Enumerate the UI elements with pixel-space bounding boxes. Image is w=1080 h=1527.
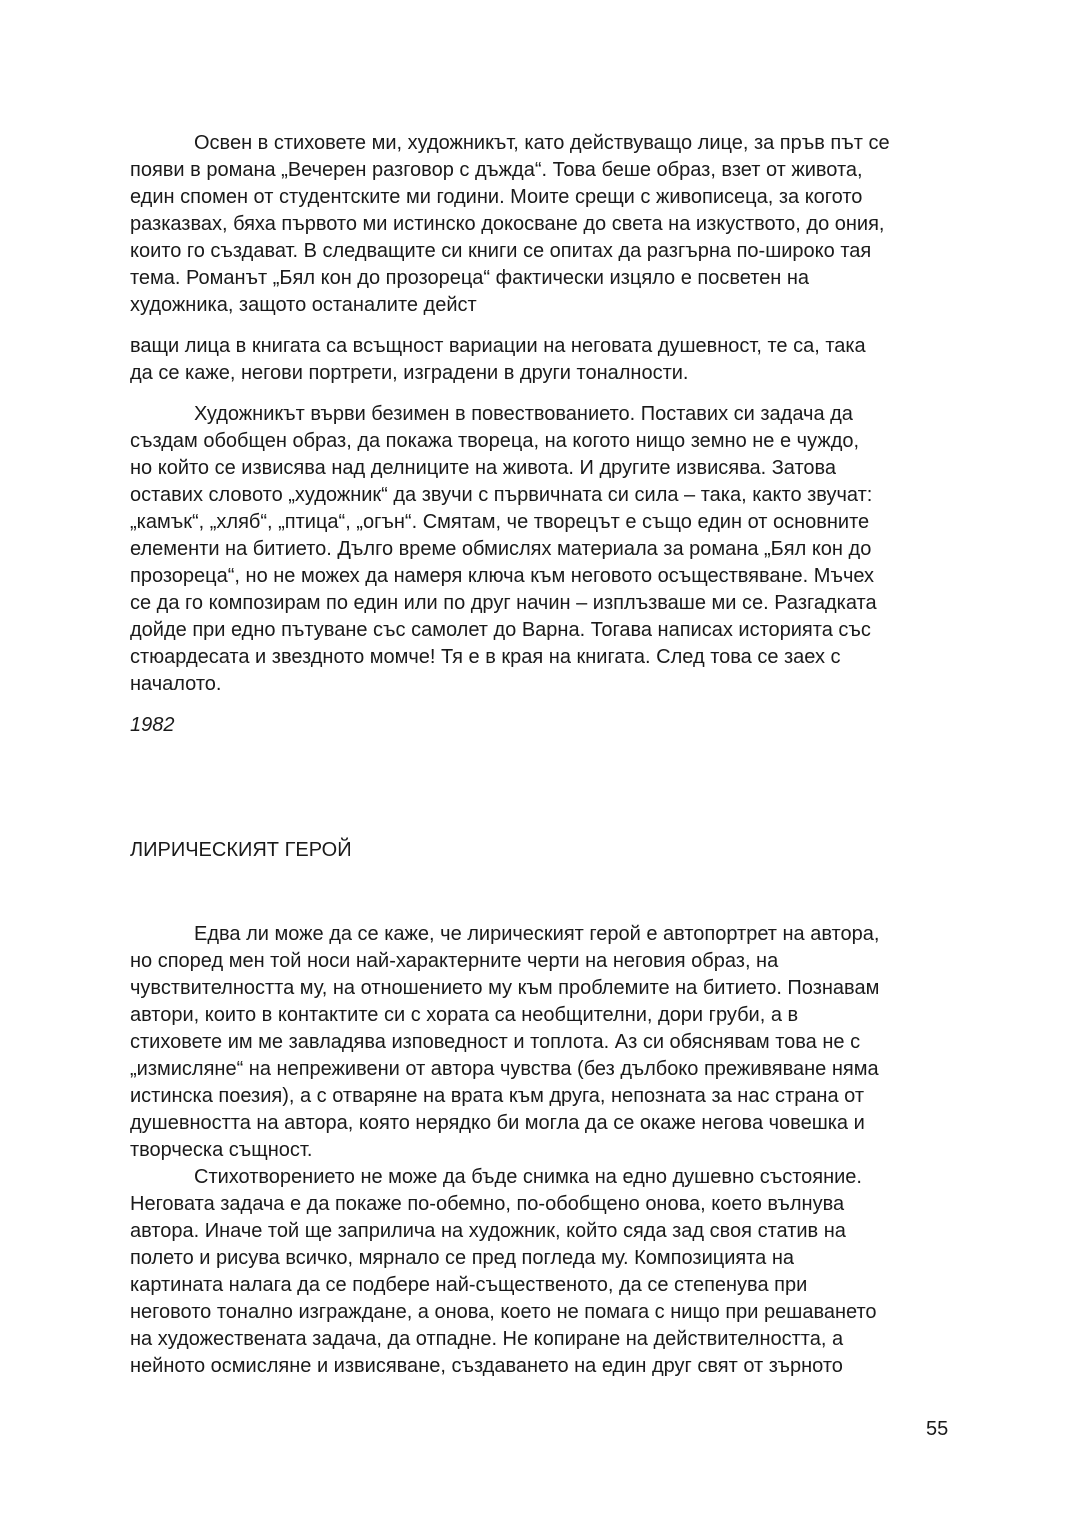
text-line: тема. Романът „Бял кон до прозореца“ фактически изцяло е посветен на <box>130 267 810 289</box>
text-line: „камък“, „хляб“, „птица“, „огън“. Смятам, че творецът е също един от основните <box>130 511 870 533</box>
text-line: автора. Иначе той ще заприлича на художник, който сяда зад своя статив на <box>130 1220 846 1242</box>
text-line: прозореца“, но не можех да намеря ключа към неговото осъществяване. Мъчех <box>130 565 875 587</box>
text-line: истинска поезия), а с отваряне на врата към друга, непозната за нас страна от <box>130 1085 865 1107</box>
text-line: Неговата задача е да покаже по-обемно, по-обобщено онова, което вълнува <box>130 1193 845 1215</box>
text-line: началото. <box>130 673 222 695</box>
text-line: нейното осмисляне и извисяване, създаването на един друг свят от зърното <box>130 1355 843 1377</box>
text-line: се да го композирам по един или по друг начин – изплъзваше ми се. Разгадката <box>130 592 877 614</box>
text-line: оставих словото „художник“ да звучи с първичната си сила – така, както звучат: <box>130 484 873 506</box>
text-line: стюардесата и звездното момче! Тя е в края на книгата. След това се заех с <box>130 646 841 668</box>
page-number: 55 <box>926 1418 949 1440</box>
text-line: които го създават. В следващите си книги се опитах да разгърна по-широко тая <box>130 240 872 262</box>
text-line: Едва ли може да се каже, че лирическият герой е автопортрет на автора, <box>194 923 880 945</box>
text-line: ващи лица в книгата са всъщност вариации на неговата душевност, те са, така <box>130 335 866 357</box>
text-line: един спомен от студентските ми години. Моите срещи с живописеца, за когото <box>130 186 863 208</box>
text-line: творческа същност. <box>130 1139 313 1161</box>
text-line: полето и рисува всичко, мярнало се пред погледа му. Композицията на <box>130 1247 794 1269</box>
text-line: автори, които в контактите си с хората са необщителни, дори груби, а в <box>130 1004 799 1026</box>
date-year: 1982 <box>130 714 175 736</box>
text-line: но който се извисява над делниците на живота. И другите извисява. Затова <box>130 457 837 479</box>
text-line: създам обобщен образ, да покажа твореца, на когото нищо земно не е чуждо, <box>130 430 860 452</box>
text-line: но според мен той носи най-характерните черти на неговия образ, на <box>130 950 779 972</box>
text-line: „измисляне“ на непреживени от автора чувства (без дълбоко преживяване няма <box>130 1058 879 1080</box>
text-line: Стихотворението не може да бъде снимка на едно душевно състояние. <box>194 1166 862 1188</box>
text-line: душевността на автора, която нерядко би могла да се окаже негова човешка и <box>130 1112 865 1134</box>
text-line: стиховете им ме завладява изповедност и топлота. Аз си обяснявам това не с <box>130 1031 861 1053</box>
text-line: художника, защото останалите дейст <box>130 294 477 316</box>
text-line: на художествената задача, да отпадне. Не копиране на действителността, а <box>130 1328 844 1350</box>
text-line: картината налага да се подбере най-същественото, да се степенува при <box>130 1274 808 1296</box>
text-line: елементи на битието. Дълго време обмислях материала за романа „Бял кон до <box>130 538 872 560</box>
text-line: разказвах, бяха първото ми истинско докосване до света на изкуството, до ония, <box>130 213 885 235</box>
text-line: Освен в стиховете ми, художникът, като действуващо лице, за пръв път се <box>194 132 890 154</box>
text-line: неговото тонално изграждане, а онова, което не помага с нищо при решаването <box>130 1301 877 1323</box>
text-line: дойде при едно пътуване със самолет до Варна. Тогава написах историята със <box>130 619 871 641</box>
text-line: Художникът върви безимен в повествованието. Поставих си задача да <box>194 403 853 425</box>
section-heading: ЛИРИЧЕСКИЯТ ГЕРОЙ <box>130 839 352 861</box>
text-line: появи в романа „Вечерен разговор с дъжда“. Това беше образ, взет от живота, <box>130 159 863 181</box>
text-line: чувствителността му, на отношението му към проблемите на битието. Познавам <box>130 977 880 999</box>
text-line: да се каже, негови портрети, изградени в други тоналности. <box>130 362 689 384</box>
